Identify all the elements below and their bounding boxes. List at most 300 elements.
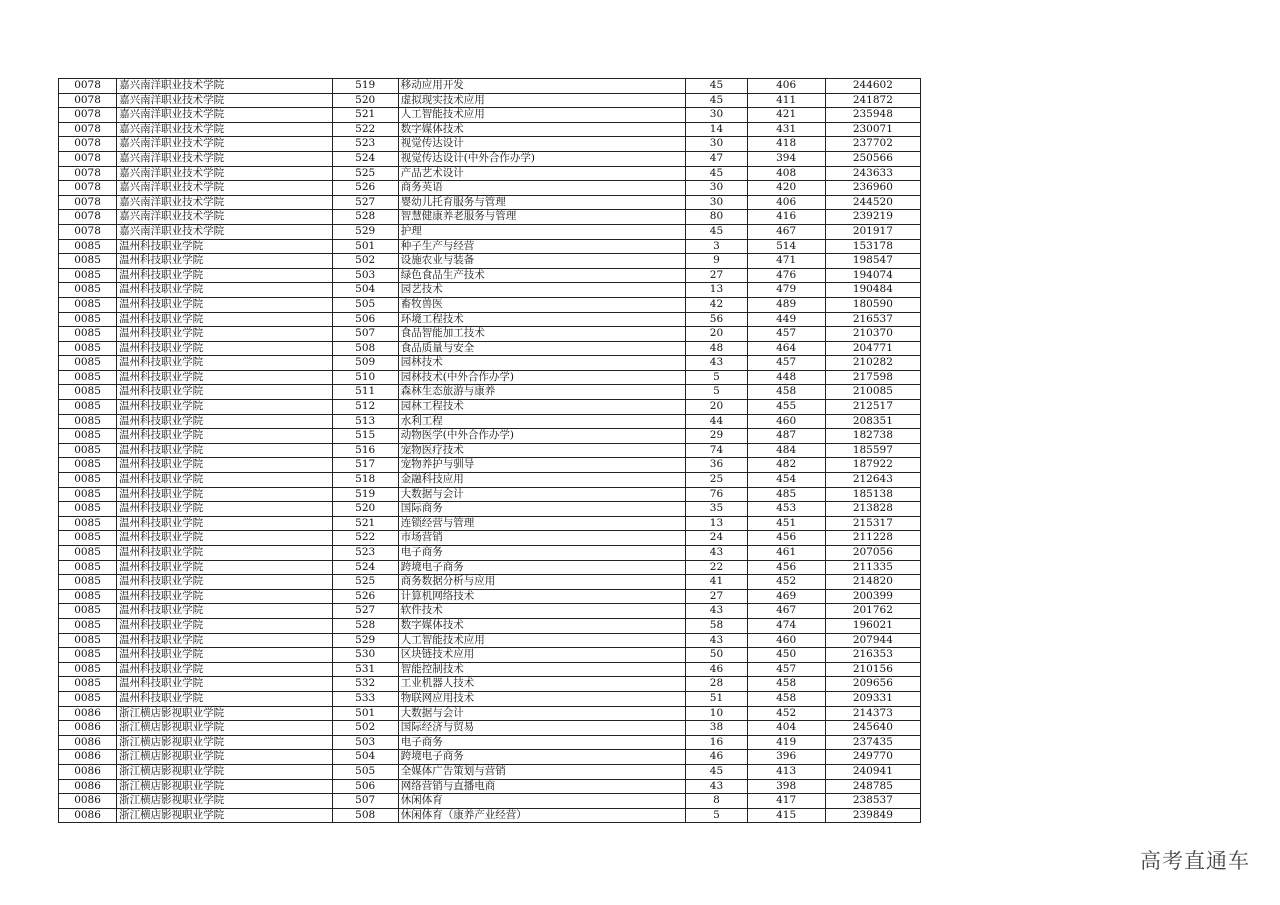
plan-count-cell: 5 bbox=[686, 370, 747, 385]
major-code-cell: 512 bbox=[332, 400, 398, 415]
major-code-cell: 523 bbox=[332, 546, 398, 561]
table-row bbox=[59, 443, 921, 458]
min-rank-cell: 214373 bbox=[825, 706, 920, 721]
plan-count-cell: 10 bbox=[686, 706, 747, 721]
min-score-cell: 474 bbox=[747, 618, 825, 633]
table-row bbox=[59, 195, 921, 210]
min-score-cell: 396 bbox=[747, 750, 825, 765]
school-code-cell: 0085 bbox=[59, 604, 117, 619]
school-code-cell: 0086 bbox=[59, 764, 117, 779]
major-code-cell: 531 bbox=[332, 662, 398, 677]
table-row bbox=[59, 254, 921, 269]
min-score-cell: 404 bbox=[747, 721, 825, 736]
school-code-cell: 0085 bbox=[59, 473, 117, 488]
school-name-cell: 温州科技职业学院 bbox=[117, 356, 332, 371]
table-row bbox=[59, 414, 921, 429]
min-score-cell: 484 bbox=[747, 443, 825, 458]
school-code-cell: 0085 bbox=[59, 400, 117, 415]
table-row bbox=[59, 356, 921, 371]
school-code-cell: 0086 bbox=[59, 779, 117, 794]
school-name-cell: 温州科技职业学院 bbox=[117, 677, 332, 692]
plan-count-cell: 14 bbox=[686, 122, 747, 137]
min-score-cell: 485 bbox=[747, 487, 825, 502]
plan-count-cell: 24 bbox=[686, 531, 747, 546]
major-code-cell: 524 bbox=[332, 151, 398, 166]
plan-count-cell: 5 bbox=[686, 808, 747, 823]
min-rank-cell: 204771 bbox=[825, 341, 920, 356]
min-score-cell: 418 bbox=[747, 137, 825, 152]
min-score-cell: 467 bbox=[747, 604, 825, 619]
major-name-cell: 大数据与会计 bbox=[398, 487, 686, 502]
school-name-cell: 嘉兴南洋职业技术学院 bbox=[117, 195, 332, 210]
major-name-cell: 国际经济与贸易 bbox=[398, 721, 686, 736]
school-name-cell: 嘉兴南洋职业技术学院 bbox=[117, 224, 332, 239]
school-code-cell: 0085 bbox=[59, 502, 117, 517]
major-name-cell: 大数据与会计 bbox=[398, 706, 686, 721]
major-name-cell: 网络营销与直播电商 bbox=[398, 779, 686, 794]
school-code-cell: 0085 bbox=[59, 618, 117, 633]
table-row bbox=[59, 400, 921, 415]
min-rank-cell: 210282 bbox=[825, 356, 920, 371]
major-name-cell: 全媒体广告策划与营销 bbox=[398, 764, 686, 779]
plan-count-cell: 28 bbox=[686, 677, 747, 692]
major-code-cell: 527 bbox=[332, 604, 398, 619]
table-row bbox=[59, 691, 921, 706]
plan-count-cell: 42 bbox=[686, 297, 747, 312]
table-row bbox=[59, 750, 921, 765]
school-name-cell: 温州科技职业学院 bbox=[117, 283, 332, 298]
min-rank-cell: 198547 bbox=[825, 254, 920, 269]
min-rank-cell: 185597 bbox=[825, 443, 920, 458]
major-name-cell: 市场营销 bbox=[398, 531, 686, 546]
plan-count-cell: 44 bbox=[686, 414, 747, 429]
min-rank-cell: 190484 bbox=[825, 283, 920, 298]
school-name-cell: 温州科技职业学院 bbox=[117, 341, 332, 356]
school-name-cell: 温州科技职业学院 bbox=[117, 268, 332, 283]
major-name-cell: 工业机器人技术 bbox=[398, 677, 686, 692]
min-rank-cell: 212517 bbox=[825, 400, 920, 415]
table-row bbox=[59, 779, 921, 794]
table-row bbox=[59, 370, 921, 385]
school-name-cell: 温州科技职业学院 bbox=[117, 239, 332, 254]
table-row bbox=[59, 502, 921, 517]
major-name-cell: 人工智能技术应用 bbox=[398, 633, 686, 648]
table-row bbox=[59, 210, 921, 225]
min-rank-cell: 200399 bbox=[825, 589, 920, 604]
min-score-cell: 460 bbox=[747, 633, 825, 648]
plan-count-cell: 58 bbox=[686, 618, 747, 633]
major-code-cell: 513 bbox=[332, 414, 398, 429]
min-rank-cell: 210156 bbox=[825, 662, 920, 677]
min-rank-cell: 239219 bbox=[825, 210, 920, 225]
min-score-cell: 464 bbox=[747, 341, 825, 356]
min-rank-cell: 207056 bbox=[825, 546, 920, 561]
major-name-cell: 休闲体育（康养产业经营） bbox=[398, 808, 686, 823]
major-name-cell: 森林生态旅游与康养 bbox=[398, 385, 686, 400]
table-row bbox=[59, 122, 921, 137]
min-score-cell: 450 bbox=[747, 648, 825, 663]
school-name-cell: 嘉兴南洋职业技术学院 bbox=[117, 79, 332, 94]
min-rank-cell: 180590 bbox=[825, 297, 920, 312]
major-code-cell: 516 bbox=[332, 443, 398, 458]
school-code-cell: 0085 bbox=[59, 662, 117, 677]
school-name-cell: 嘉兴南洋职业技术学院 bbox=[117, 151, 332, 166]
school-name-cell: 温州科技职业学院 bbox=[117, 312, 332, 327]
major-code-cell: 507 bbox=[332, 327, 398, 342]
major-name-cell: 移动应用开发 bbox=[398, 79, 686, 94]
table-row bbox=[59, 473, 921, 488]
major-code-cell: 529 bbox=[332, 224, 398, 239]
min-rank-cell: 216537 bbox=[825, 312, 920, 327]
table-row bbox=[59, 93, 921, 108]
school-name-cell: 温州科技职业学院 bbox=[117, 473, 332, 488]
table-row bbox=[59, 764, 921, 779]
table-row bbox=[59, 108, 921, 123]
major-name-cell: 食品智能加工技术 bbox=[398, 327, 686, 342]
min-score-cell: 467 bbox=[747, 224, 825, 239]
min-rank-cell: 182738 bbox=[825, 429, 920, 444]
major-name-cell: 数字媒体技术 bbox=[398, 618, 686, 633]
table-row bbox=[59, 297, 921, 312]
major-name-cell: 智能控制技术 bbox=[398, 662, 686, 677]
school-code-cell: 0085 bbox=[59, 385, 117, 400]
plan-count-cell: 45 bbox=[686, 764, 747, 779]
school-code-cell: 0085 bbox=[59, 297, 117, 312]
school-code-cell: 0085 bbox=[59, 691, 117, 706]
school-name-cell: 温州科技职业学院 bbox=[117, 414, 332, 429]
school-name-cell: 浙江横店影视职业学院 bbox=[117, 808, 332, 823]
table-row bbox=[59, 546, 921, 561]
school-code-cell: 0085 bbox=[59, 487, 117, 502]
table-body bbox=[59, 79, 921, 823]
school-code-cell: 0086 bbox=[59, 735, 117, 750]
school-code-cell: 0086 bbox=[59, 721, 117, 736]
school-code-cell: 0086 bbox=[59, 794, 117, 809]
major-code-cell: 507 bbox=[332, 794, 398, 809]
school-code-cell: 0085 bbox=[59, 341, 117, 356]
school-code-cell: 0085 bbox=[59, 370, 117, 385]
min-score-cell: 479 bbox=[747, 283, 825, 298]
major-code-cell: 520 bbox=[332, 502, 398, 517]
school-name-cell: 浙江横店影视职业学院 bbox=[117, 706, 332, 721]
major-code-cell: 509 bbox=[332, 356, 398, 371]
min-rank-cell: 210370 bbox=[825, 327, 920, 342]
min-rank-cell: 244520 bbox=[825, 195, 920, 210]
min-score-cell: 413 bbox=[747, 764, 825, 779]
school-name-cell: 浙江横店影视职业学院 bbox=[117, 794, 332, 809]
min-rank-cell: 250566 bbox=[825, 151, 920, 166]
major-name-cell: 金融科技应用 bbox=[398, 473, 686, 488]
min-score-cell: 454 bbox=[747, 473, 825, 488]
table-row bbox=[59, 151, 921, 166]
table-row bbox=[59, 604, 921, 619]
major-code-cell: 519 bbox=[332, 487, 398, 502]
school-name-cell: 嘉兴南洋职业技术学院 bbox=[117, 122, 332, 137]
plan-count-cell: 45 bbox=[686, 79, 747, 94]
school-code-cell: 0086 bbox=[59, 750, 117, 765]
major-code-cell: 530 bbox=[332, 648, 398, 663]
school-code-cell: 0078 bbox=[59, 93, 117, 108]
min-score-cell: 456 bbox=[747, 560, 825, 575]
school-name-cell: 温州科技职业学院 bbox=[117, 458, 332, 473]
school-code-cell: 0085 bbox=[59, 414, 117, 429]
major-name-cell: 商务数据分析与应用 bbox=[398, 575, 686, 590]
min-score-cell: 449 bbox=[747, 312, 825, 327]
min-score-cell: 420 bbox=[747, 181, 825, 196]
major-code-cell: 510 bbox=[332, 370, 398, 385]
major-code-cell: 521 bbox=[332, 516, 398, 531]
table-row bbox=[59, 79, 921, 94]
school-code-cell: 0085 bbox=[59, 443, 117, 458]
plan-count-cell: 47 bbox=[686, 151, 747, 166]
major-name-cell: 种子生产与经营 bbox=[398, 239, 686, 254]
table-row bbox=[59, 618, 921, 633]
school-name-cell: 温州科技职业学院 bbox=[117, 604, 332, 619]
min-score-cell: 452 bbox=[747, 706, 825, 721]
min-rank-cell: 249770 bbox=[825, 750, 920, 765]
plan-count-cell: 43 bbox=[686, 633, 747, 648]
school-code-cell: 0085 bbox=[59, 677, 117, 692]
school-code-cell: 0085 bbox=[59, 268, 117, 283]
school-name-cell: 温州科技职业学院 bbox=[117, 254, 332, 269]
min-rank-cell: 201917 bbox=[825, 224, 920, 239]
min-rank-cell: 209331 bbox=[825, 691, 920, 706]
major-name-cell: 商务英语 bbox=[398, 181, 686, 196]
major-code-cell: 503 bbox=[332, 735, 398, 750]
min-rank-cell: 245640 bbox=[825, 721, 920, 736]
school-code-cell: 0085 bbox=[59, 648, 117, 663]
min-score-cell: 471 bbox=[747, 254, 825, 269]
admission-table-container bbox=[58, 78, 921, 823]
school-code-cell: 0085 bbox=[59, 546, 117, 561]
school-name-cell: 温州科技职业学院 bbox=[117, 589, 332, 604]
major-code-cell: 508 bbox=[332, 341, 398, 356]
major-code-cell: 501 bbox=[332, 706, 398, 721]
school-name-cell: 嘉兴南洋职业技术学院 bbox=[117, 181, 332, 196]
min-score-cell: 476 bbox=[747, 268, 825, 283]
major-code-cell: 529 bbox=[332, 633, 398, 648]
min-rank-cell: 215317 bbox=[825, 516, 920, 531]
min-score-cell: 452 bbox=[747, 575, 825, 590]
major-name-cell: 宠物医疗技术 bbox=[398, 443, 686, 458]
major-name-cell: 园艺技术 bbox=[398, 283, 686, 298]
major-code-cell: 523 bbox=[332, 137, 398, 152]
min-score-cell: 469 bbox=[747, 589, 825, 604]
plan-count-cell: 8 bbox=[686, 794, 747, 809]
school-code-cell: 0085 bbox=[59, 516, 117, 531]
min-score-cell: 411 bbox=[747, 93, 825, 108]
major-name-cell: 跨境电子商务 bbox=[398, 750, 686, 765]
major-code-cell: 532 bbox=[332, 677, 398, 692]
major-name-cell: 婴幼儿托育服务与管理 bbox=[398, 195, 686, 210]
min-rank-cell: 240941 bbox=[825, 764, 920, 779]
min-rank-cell: 212643 bbox=[825, 473, 920, 488]
min-score-cell: 421 bbox=[747, 108, 825, 123]
min-rank-cell: 153178 bbox=[825, 239, 920, 254]
min-score-cell: 394 bbox=[747, 151, 825, 166]
major-code-cell: 525 bbox=[332, 575, 398, 590]
major-name-cell: 环境工程技术 bbox=[398, 312, 686, 327]
plan-count-cell: 27 bbox=[686, 268, 747, 283]
table-row bbox=[59, 239, 921, 254]
school-name-cell: 温州科技职业学院 bbox=[117, 370, 332, 385]
school-name-cell: 温州科技职业学院 bbox=[117, 443, 332, 458]
major-code-cell: 527 bbox=[332, 195, 398, 210]
plan-count-cell: 22 bbox=[686, 560, 747, 575]
min-score-cell: 457 bbox=[747, 662, 825, 677]
major-name-cell: 电子商务 bbox=[398, 735, 686, 750]
major-code-cell: 517 bbox=[332, 458, 398, 473]
min-score-cell: 458 bbox=[747, 385, 825, 400]
school-name-cell: 浙江横店影视职业学院 bbox=[117, 779, 332, 794]
table-row bbox=[59, 283, 921, 298]
major-code-cell: 525 bbox=[332, 166, 398, 181]
school-name-cell: 温州科技职业学院 bbox=[117, 516, 332, 531]
min-rank-cell: 236960 bbox=[825, 181, 920, 196]
min-rank-cell: 185138 bbox=[825, 487, 920, 502]
min-rank-cell: 211228 bbox=[825, 531, 920, 546]
min-score-cell: 489 bbox=[747, 297, 825, 312]
min-rank-cell: 244602 bbox=[825, 79, 920, 94]
plan-count-cell: 50 bbox=[686, 648, 747, 663]
plan-count-cell: 41 bbox=[686, 575, 747, 590]
school-name-cell: 温州科技职业学院 bbox=[117, 487, 332, 502]
major-name-cell: 园林技术 bbox=[398, 356, 686, 371]
min-score-cell: 416 bbox=[747, 210, 825, 225]
school-name-cell: 温州科技职业学院 bbox=[117, 385, 332, 400]
major-name-cell: 园林技术(中外合作办学) bbox=[398, 370, 686, 385]
table-row bbox=[59, 677, 921, 692]
min-rank-cell: 214820 bbox=[825, 575, 920, 590]
min-rank-cell: 194074 bbox=[825, 268, 920, 283]
min-score-cell: 457 bbox=[747, 356, 825, 371]
school-name-cell: 温州科技职业学院 bbox=[117, 662, 332, 677]
plan-count-cell: 51 bbox=[686, 691, 747, 706]
plan-count-cell: 80 bbox=[686, 210, 747, 225]
plan-count-cell: 76 bbox=[686, 487, 747, 502]
plan-count-cell: 5 bbox=[686, 385, 747, 400]
plan-count-cell: 20 bbox=[686, 327, 747, 342]
school-name-cell: 温州科技职业学院 bbox=[117, 691, 332, 706]
major-name-cell: 绿色食品生产技术 bbox=[398, 268, 686, 283]
major-code-cell: 528 bbox=[332, 618, 398, 633]
min-score-cell: 398 bbox=[747, 779, 825, 794]
major-name-cell: 连锁经营与管理 bbox=[398, 516, 686, 531]
school-code-cell: 0085 bbox=[59, 429, 117, 444]
min-score-cell: 431 bbox=[747, 122, 825, 137]
min-score-cell: 455 bbox=[747, 400, 825, 415]
major-name-cell: 休闲体育 bbox=[398, 794, 686, 809]
school-name-cell: 温州科技职业学院 bbox=[117, 546, 332, 561]
plan-count-cell: 48 bbox=[686, 341, 747, 356]
min-score-cell: 456 bbox=[747, 531, 825, 546]
major-code-cell: 506 bbox=[332, 779, 398, 794]
major-code-cell: 526 bbox=[332, 589, 398, 604]
school-name-cell: 嘉兴南洋职业技术学院 bbox=[117, 108, 332, 123]
plan-count-cell: 30 bbox=[686, 195, 747, 210]
table-row bbox=[59, 181, 921, 196]
school-name-cell: 温州科技职业学院 bbox=[117, 297, 332, 312]
plan-count-cell: 46 bbox=[686, 750, 747, 765]
table-row bbox=[59, 385, 921, 400]
major-code-cell: 526 bbox=[332, 181, 398, 196]
plan-count-cell: 3 bbox=[686, 239, 747, 254]
major-code-cell: 505 bbox=[332, 297, 398, 312]
plan-count-cell: 36 bbox=[686, 458, 747, 473]
school-code-cell: 0085 bbox=[59, 560, 117, 575]
min-rank-cell: 187922 bbox=[825, 458, 920, 473]
school-code-cell: 0085 bbox=[59, 312, 117, 327]
school-name-cell: 温州科技职业学院 bbox=[117, 648, 332, 663]
major-name-cell: 国际商务 bbox=[398, 502, 686, 517]
min-rank-cell: 210085 bbox=[825, 385, 920, 400]
school-code-cell: 0078 bbox=[59, 137, 117, 152]
major-name-cell: 软件技术 bbox=[398, 604, 686, 619]
plan-count-cell: 27 bbox=[686, 589, 747, 604]
table-row bbox=[59, 662, 921, 677]
school-code-cell: 0078 bbox=[59, 151, 117, 166]
major-code-cell: 501 bbox=[332, 239, 398, 254]
plan-count-cell: 29 bbox=[686, 429, 747, 444]
table-row bbox=[59, 560, 921, 575]
major-name-cell: 宠物养护与驯导 bbox=[398, 458, 686, 473]
school-code-cell: 0078 bbox=[59, 195, 117, 210]
major-code-cell: 520 bbox=[332, 93, 398, 108]
min-score-cell: 458 bbox=[747, 677, 825, 692]
school-code-cell: 0085 bbox=[59, 283, 117, 298]
major-code-cell: 533 bbox=[332, 691, 398, 706]
major-name-cell: 护理 bbox=[398, 224, 686, 239]
table-row bbox=[59, 137, 921, 152]
table-row bbox=[59, 516, 921, 531]
school-name-cell: 嘉兴南洋职业技术学院 bbox=[117, 93, 332, 108]
plan-count-cell: 30 bbox=[686, 181, 747, 196]
plan-count-cell: 43 bbox=[686, 546, 747, 561]
school-name-cell: 浙江横店影视职业学院 bbox=[117, 750, 332, 765]
school-code-cell: 0078 bbox=[59, 108, 117, 123]
school-code-cell: 0078 bbox=[59, 224, 117, 239]
major-name-cell: 设施农业与装备 bbox=[398, 254, 686, 269]
school-code-cell: 0078 bbox=[59, 166, 117, 181]
school-code-cell: 0085 bbox=[59, 458, 117, 473]
min-rank-cell: 248785 bbox=[825, 779, 920, 794]
major-code-cell: 503 bbox=[332, 268, 398, 283]
plan-count-cell: 35 bbox=[686, 502, 747, 517]
school-code-cell: 0078 bbox=[59, 210, 117, 225]
min-rank-cell: 213828 bbox=[825, 502, 920, 517]
table-row bbox=[59, 341, 921, 356]
min-rank-cell: 235948 bbox=[825, 108, 920, 123]
table-row bbox=[59, 633, 921, 648]
major-code-cell: 518 bbox=[332, 473, 398, 488]
major-name-cell: 物联网应用技术 bbox=[398, 691, 686, 706]
school-code-cell: 0078 bbox=[59, 79, 117, 94]
school-name-cell: 温州科技职业学院 bbox=[117, 502, 332, 517]
plan-count-cell: 43 bbox=[686, 779, 747, 794]
watermark: 高考直通车 bbox=[1140, 849, 1250, 873]
school-name-cell: 嘉兴南洋职业技术学院 bbox=[117, 210, 332, 225]
min-score-cell: 448 bbox=[747, 370, 825, 385]
min-score-cell: 457 bbox=[747, 327, 825, 342]
major-name-cell: 视觉传达设计(中外合作办学) bbox=[398, 151, 686, 166]
plan-count-cell: 20 bbox=[686, 400, 747, 415]
table-row bbox=[59, 429, 921, 444]
major-code-cell: 522 bbox=[332, 531, 398, 546]
plan-count-cell: 38 bbox=[686, 721, 747, 736]
min-rank-cell: 217598 bbox=[825, 370, 920, 385]
min-score-cell: 417 bbox=[747, 794, 825, 809]
school-name-cell: 浙江横店影视职业学院 bbox=[117, 721, 332, 736]
